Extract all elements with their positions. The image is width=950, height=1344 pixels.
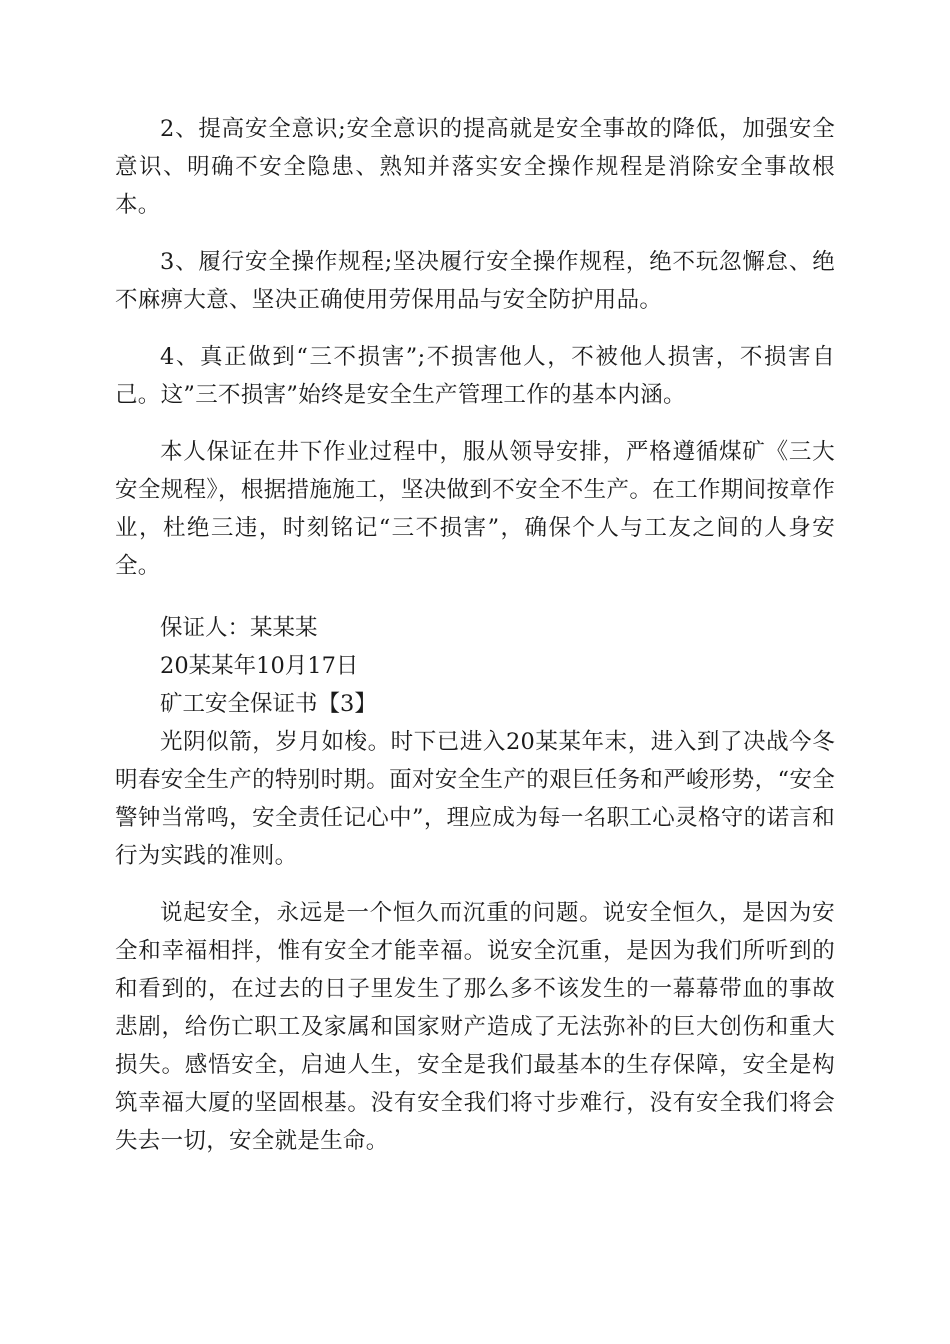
section-title: 矿工安全保证书【3】 <box>160 691 377 717</box>
paragraph-item-2: 2、提高安全意识;安全意识的提高就是安全事故的降低，加强安全意识、明确不安全隐患、熟知并落实安全操作规程是消除安全事故根本。 <box>115 116 835 218</box>
date-line: 20某某年10月17日 <box>160 653 359 679</box>
document-page <box>115 110 835 1160</box>
section-paragraph: 说起安全，永远是一个恒久而沉重的问题。说安全恒久，是因为安全和幸福相拌，惟有安全才能幸福。说安全沉重，是因为我们所听到的和看到的，在过去的日子里发生了那么多不该发生的一幕幕带血的事故悲剧，给伤亡职工及家属和国家财产造成了无法弥补的巨大创伤和重大损失。感悟安全，启迪人生，安全是我们最基本的生存保障，安全是构筑幸福大厦的坚固根基。没有安全我们将寸步难行，没有安全我们将会失去一切，安全就是生命。 <box>115 900 835 1154</box>
paragraph-item-3: 3、履行安全操作规程;坚决履行安全操作规程，绝不玩忽懈怠、绝不麻痹大意、坚决正确使用劳保用品与安全防护用品。 <box>115 249 835 313</box>
paragraph-commitment: 本人保证在井下作业过程中，服从领导安排，严格遵循煤矿《三大安全规程》，根据措施施工，坚决做到不安全不生产。在工作期间按章作业，杜绝三违，时刻铭记“三不损害”，确保个人与工友之间的人身安全。 <box>115 439 835 579</box>
paragraph-item-4: 4、真正做到“三不损害”;不损害他人，不被他人损害，不损害自己。这”三不损害”始终是安全生产管理工作的基本内涵。 <box>115 344 835 408</box>
guarantor-line: 保证人：某某某 <box>160 615 318 641</box>
section-paragraph: 光阴似箭，岁月如梭。时下已进入20某某年末，进入到了决战今冬明春安全生产的特别时期。面对安全生产的艰巨任务和严峻形势，“安全警钟当常鸣，安全责任记心中”，理应成为每一名职工心灵格守的诺言和行为实践的准则。 <box>115 729 835 869</box>
